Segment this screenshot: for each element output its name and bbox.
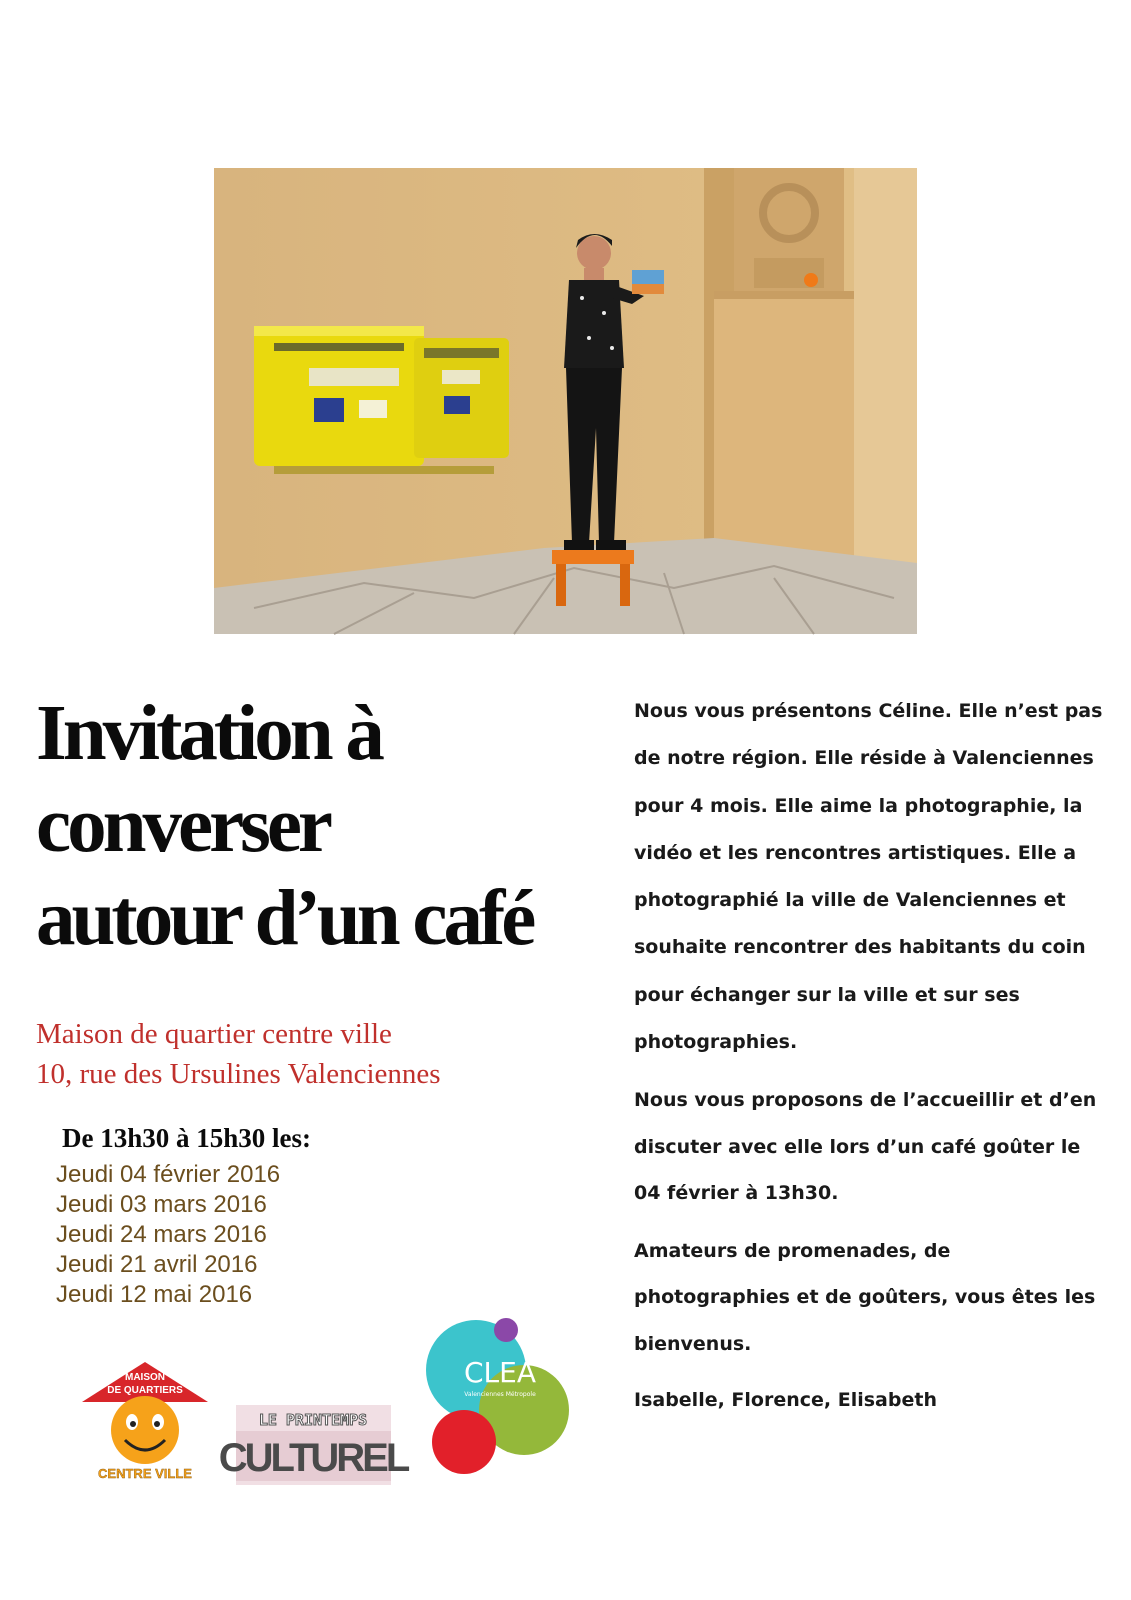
description-paragraph: Nous vous présentons Céline. Elle n’est pas de notre région. Elle réside à Valenciennes pour 4 mois. Elle aime la photographie, la vidéo et les rencontres artistiques. Elle a photographié la ville de Valenciennes et souhaite rencontrer des habitants du coin pour échanger sur la ville et sur ses photographies. <box>634 700 1103 1054</box>
schedule-header: De 13h30 à 15h30 les: <box>62 1123 311 1153</box>
printemps-culturel-logo <box>218 1405 408 1485</box>
title-line-2: converser <box>36 782 329 870</box>
venue-street: 10, rue des Ursulines Valenciennes <box>36 1058 441 1090</box>
date-item: Jeudi 03 mars 2016 <box>56 1191 267 1218</box>
clea-logo-subtitle: Valenciennes Métropole <box>464 1391 536 1398</box>
dates-list <box>56 1160 280 1310</box>
printemps-logo-top: LE PRINTEMPS <box>258 1411 368 1429</box>
maison-de-quartiers-logo <box>80 1360 210 1482</box>
date-item: Jeudi 04 février 2016 <box>56 1161 281 1188</box>
date-item: Jeudi 24 mars 2016 <box>56 1221 267 1248</box>
hero-photo <box>214 168 917 634</box>
date-item: Jeudi 21 avril 2016 <box>56 1251 258 1278</box>
welcome-paragraph: Amateurs de promenades, de photographies et de goûters, vous êtes les bienvenus. <box>634 1239 1096 1355</box>
date-item: Jeudi 12 mai 2016 <box>56 1281 253 1308</box>
printemps-logo-bottom: CULTUREL <box>218 1436 408 1480</box>
signature: Isabelle, Florence, Elisabeth <box>634 1389 937 1412</box>
title-line-1: Invitation à <box>36 690 381 777</box>
title-line-3: autour d’un café <box>36 874 533 962</box>
venue-address <box>36 1014 441 1094</box>
maison-logo-top: MAISON <box>125 1372 165 1383</box>
clea-logo <box>424 1318 574 1476</box>
description-column <box>634 688 1104 1415</box>
clea-logo-name: CLEA <box>464 1356 536 1389</box>
invitation-title <box>36 688 626 965</box>
venue-name: Maison de quartier centre ville <box>36 1018 392 1050</box>
invitation-paragraph: Nous vous proposons de l’accueillir et d’en discuter avec elle lors d’un café goûter le 04 février à 13h30. <box>634 1089 1097 1205</box>
maison-logo-bottom: CENTRE VILLE <box>98 1466 192 1481</box>
maison-logo-middle: DE QUARTIERS <box>107 1385 183 1396</box>
